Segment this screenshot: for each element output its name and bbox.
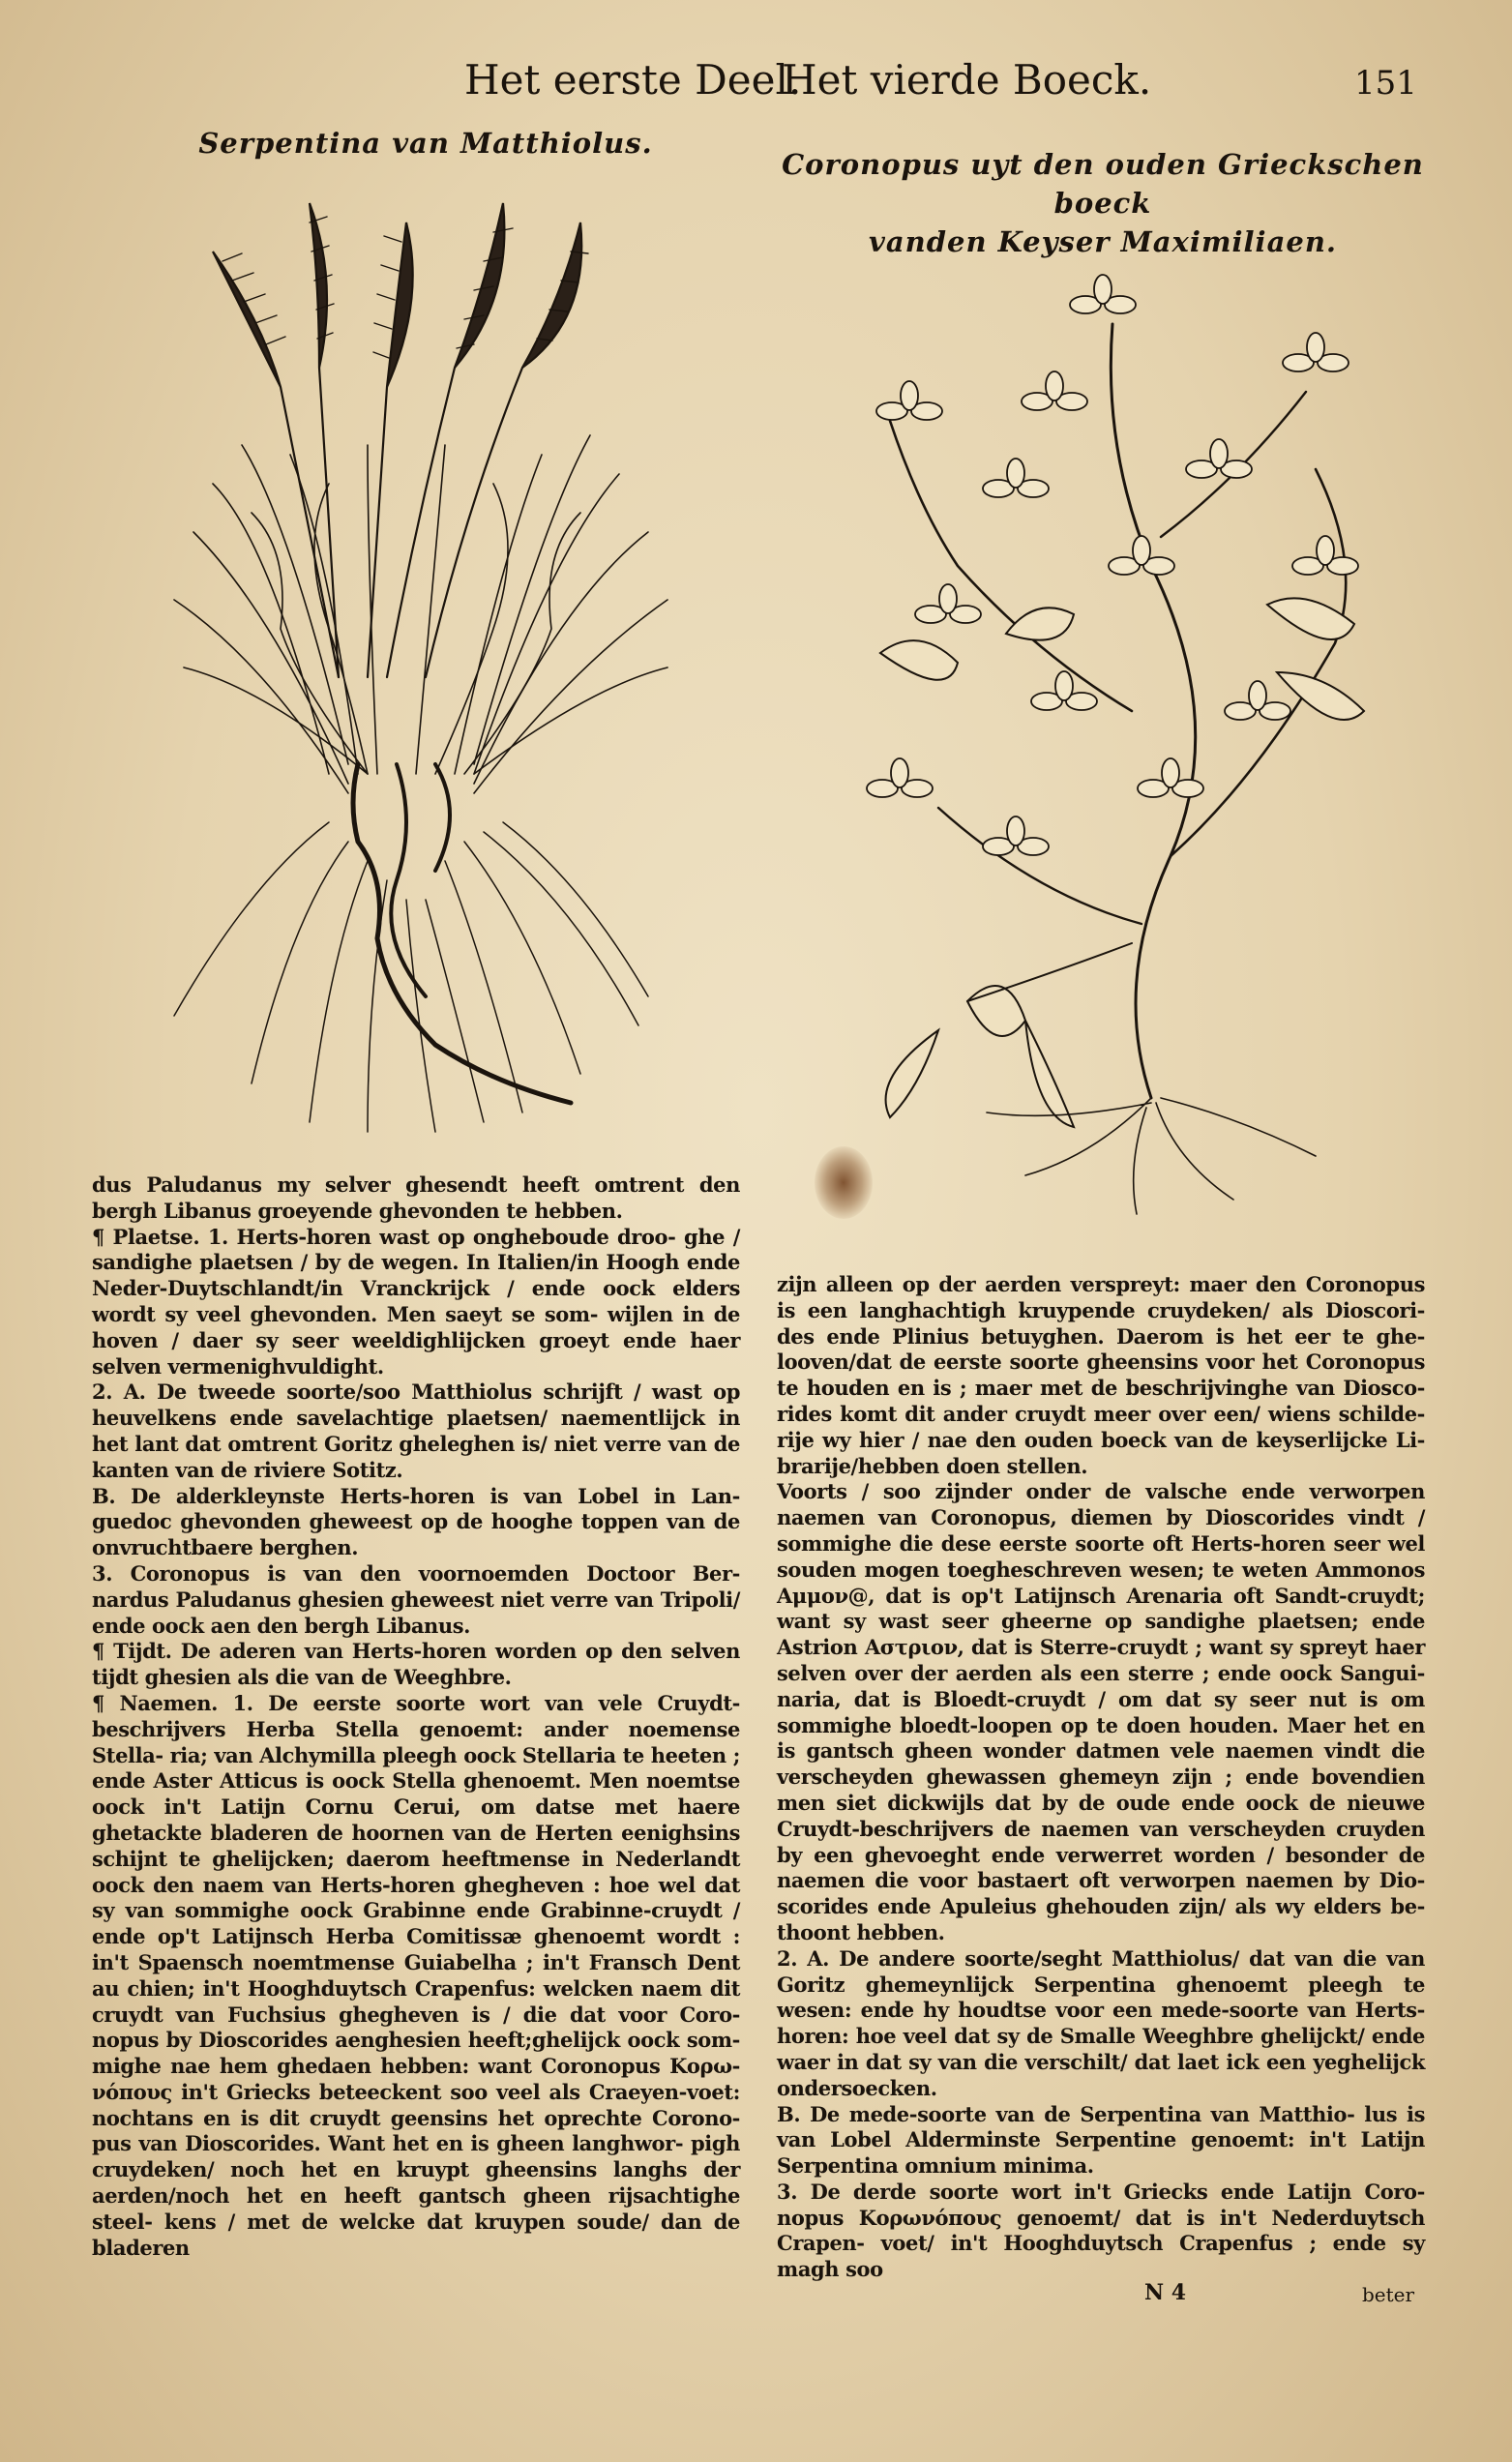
left-paragraph-7: ¶ Naemen. 1. De eerste soorte wort van vele Cruydt- beschrijvers Herba Stella genoemt: ander noemense Stella- ria; van Alchymilla pleegh oock Stellaria te heeten ; ende Aster Atticus is oock Stella ghenoemt. Men noemtse oock in't Latijn Cornu Cerui, om datse met haere ghetackte bladeren de hoornen van de Herten eenighsins schijnt te ghelijcken; daerom heeftmense in Nederlandt oock den naem van Herts-horen ghegheven : hoe wel dat sy van sommighe oock Grabinne ende Grabinne-cruydt / ende op't Latijnsch Herba Comitissæ ghenoemt wordt : in't Spaensch noemtmense Guiabelha ; in't Fransch Dent au chien; in't Hooghduytsch Crapenfus: welcken naem dit cruydt van Fuchsius ghegheven is / die dat voor Coro- nopus by Dioscorides aenghesien heeft;ghelijck oock som- mighe nae hem ghedaen hebben: want Coronopus Κορω- νόπους in't Griecks beteeckent soo veel als Craeyen-voet: nochtans en is dit cruydt geensins het oprechte Corono- pus van Dioscorides. Want het en is gheen langhwor- pigh cruydeken/ noch het en kruypt gheensins langhs der aerden/noch het en heeft gantsch gheen rijsachtighe steel- kens / met de welcke dat kruypen soude/ dan de bladeren <box>92 1690 740 2260</box>
right-caption-line2: vanden Keyser Maximiliaen. <box>868 225 1337 258</box>
serpentina-woodcut-illustration <box>155 164 697 1161</box>
left-text-column <box>92 1172 740 2261</box>
header-right-title: Het vierde Boeck. <box>782 56 1152 104</box>
signature-mark: N 4 <box>1144 2280 1187 2305</box>
right-paragraph-5: 3. De derde soorte wort in't Griecks ende Latijn Coro- nopus Κορωνόπους genoemt/ dat is in't Nederduytsch Crapen- voet/ in't Hooghduytsch Crapenfus ; ende sy magh soo <box>777 2179 1425 2282</box>
right-figure-caption <box>755 145 1451 261</box>
right-text-column <box>777 1272 1425 2283</box>
right-paragraph-2: Voorts / soo zijnder onder de valsche ende verworpen naemen van Coronopus, diemen by Dioscorides vindt / sommighe die dese eerste soorte oft Herts-horen seer wel souden mogen toegheschreven wesen; te weten Ammonos Αμμον@, dat is op't Latijnsch Arenaria oft Sandt-cruydt; want sy wast seer gheerne op sandighe plaetsen; ende Astrion Αστριον, dat is Sterre-cruydt ; want sy spreyt haer selven over der aerden als een sterre ; ende oock Sangui- naria, dat is Bloedt-cruydt / om dat sy seer nut is om sommighe bloedt-loopen op te doen houden. Maer het en is gantsch gheen wonder datmen vele naemen vindt die verscheyden ghewassen ghemeyn zijn ; ende bovendien men siet dickwijls dat by de oude ende oock de nieuwe Cruydt-beschrijvers de naemen van verscheyden cruyden by een ghevoeght ende verwerret worden / besonder de naemen die voor bastaert oft verworpen naemen by Dio- scorides ende Apuleius ghehouden zijn/ als wy elders be- thoont hebben. <box>777 1479 1425 1944</box>
seed-pod <box>880 598 1364 1127</box>
right-paragraph-1: zijn alleen op der aerden verspreyt: maer den Coronopus is een langhachtigh kruypende cruydeken/ als Dioscori- des ende Plinius betuyghen. Daerom is het eer te ghe- looven/dat de eerste soorte gheensins voor het Coronopus te houden en is ; maer met de beschrijvinghe van Diosco- rides komt dit ander cruydt meer over een/ wiens schilde- rije wy hier / nae den ouden boeck van de keyserlijcke Li- brarije/hebben doen stellen. <box>777 1272 1425 1478</box>
flower-spike <box>213 203 581 387</box>
right-paragraph-4: B. De mede-soorte van de Serpentina van Matthio- lus is van Lobel Alderminste Serpentine genoemt: in't Latijn Serpentina omnium minima. <box>777 2101 1425 2179</box>
left-paragraph-2: ¶ Plaetse. 1. Herts-horen wast op ongheboude droo- ghe / sandighe plaetsen / by de wegen. In Italien/in Hoogh ende Neder-Duytschlandt/in Vranckrijck / ende oock elders wordt sy veel ghevonden. Men saeyt se som- wijlen in de hoven / daer sy seer weeldighlijcken groeyt ende haer selven vermenighvuldight. <box>92 1224 740 1379</box>
left-paragraph-3: 2. A. De tweede soorte/soo Matthiolus schrijft / wast op heuvelkens ende savelachtige plaetsen/ naementlijck in het lant dat omtrent Goritz gheleghen is/ niet verre van de kanten van de riviere Sotitz. <box>92 1379 740 1482</box>
left-figure-caption: Serpentina van Matthiolus. <box>198 127 653 160</box>
catchword: beter <box>1362 2283 1415 2306</box>
page-number: 151 <box>1354 64 1417 103</box>
right-caption-line1: Coronopus uyt den ouden Grieckschen boeck <box>782 148 1424 220</box>
coronopus-woodcut-illustration <box>822 247 1403 1224</box>
header-left-title: Het eerste Deel. <box>464 56 802 104</box>
running-header <box>0 46 1512 114</box>
left-paragraph-4: B. De alderkleynste Herts-horen is van Lobel in Lan- guedoc ghevonden ghewеest op de hooghe toppen van de onvruchtbaere berghen. <box>92 1483 740 1560</box>
left-paragraph-6: ¶ Tijdt. De aderen van Herts-horen worden op den selven tijdt ghesien als die van de Weeghbre. <box>92 1639 740 1690</box>
paper-stain <box>815 1146 873 1219</box>
left-paragraph-5: 3. Coronopus is van den voornoemden Doctoor Ber- nardus Paludanus ghesien gheweest niet verre van Tripoli/ ende oock aen den bergh Libanus. <box>92 1560 740 1638</box>
left-paragraph-1: dus Paludanus my selver ghesendt heeft omtrent den bergh Libanus groeyende ghevonden te hebben. <box>92 1172 740 1223</box>
trefoil-leaf <box>867 275 1358 855</box>
right-paragraph-3: 2. A. De andere soorte/seght Matthiolus/ dat van die van Goritz ghemeynlijck Serpentina ghenoemt pleegh te wesen: ende hy houdtse voor een mede-soorte van Herts- horen: hoe veel dat sy de Smalle Weeghbre ghelijckt/ ende waer in dat sy van die verschilt/ dat laet ick een yeghelijck ondersoecken. <box>777 1945 1425 2100</box>
